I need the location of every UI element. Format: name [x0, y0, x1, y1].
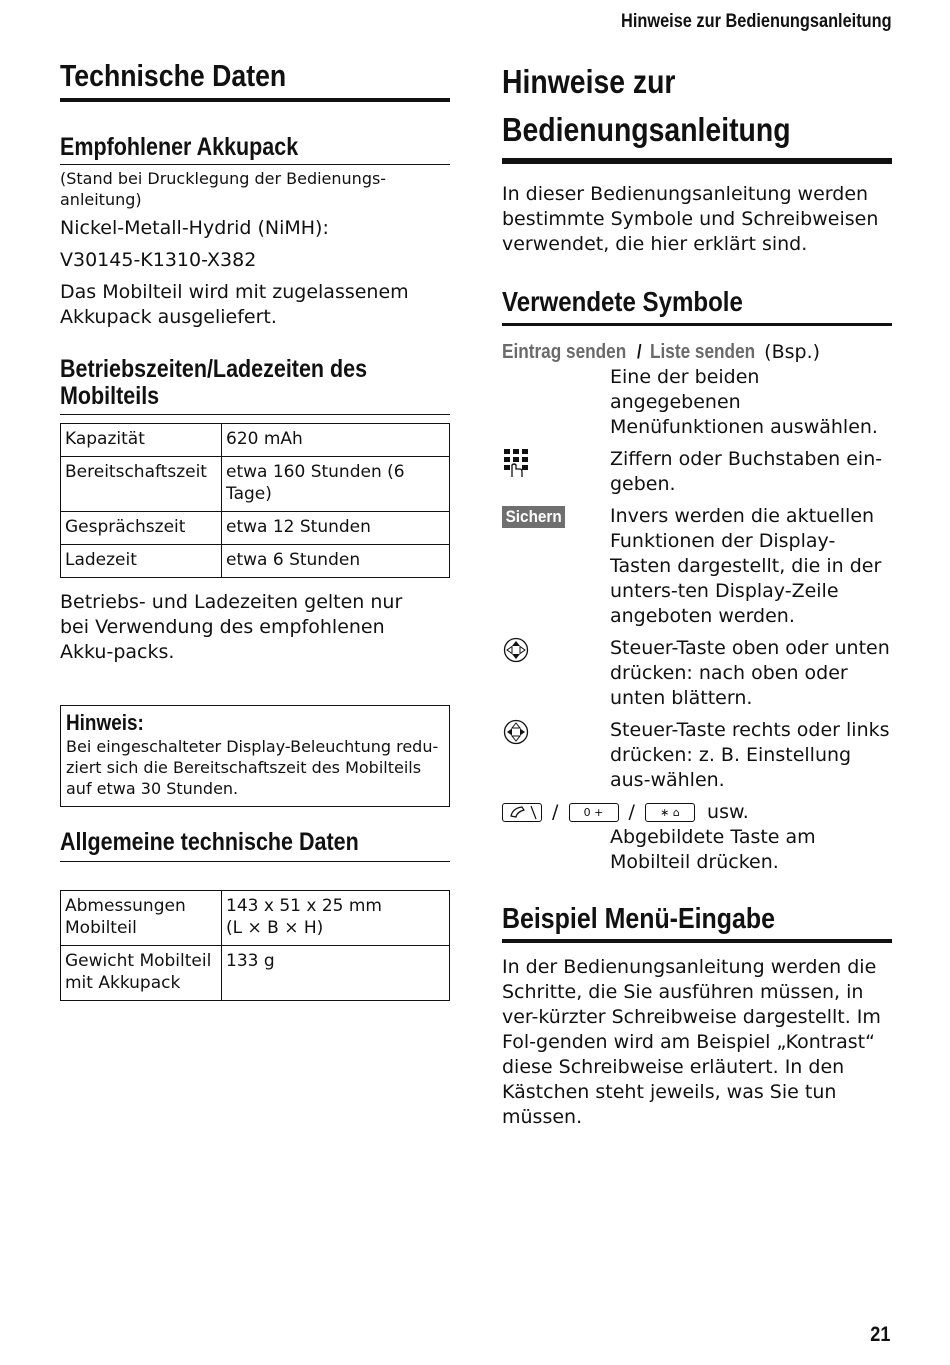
beispiel-text: In der Bedienungsanleitung werden die Schritte, die Sie ausführen müssen, in ver-kürzter Schreibweise dargestellt. Im Fol-genden wird am Beispiel „Kontrast“ diese Schreibweise erläutert. In den Kästchen steht jeweils, was Sie tun müssen.	[502, 956, 881, 1128]
table-key: Ladezeit	[61, 545, 222, 578]
table-key: Gesprächszeit	[61, 512, 222, 545]
table-value: 620 mAh	[222, 424, 450, 457]
subsection-title: Verwendete Symbole	[502, 286, 743, 317]
nav-leftright-row	[502, 718, 892, 793]
main-title-line2: Bedienungsanleitung	[502, 111, 791, 148]
akku-note: (Stand bei Drucklegung der Bedienungs-anleitung)	[60, 169, 387, 209]
page-number	[867, 1322, 890, 1347]
nav-up-down-icon	[502, 636, 530, 668]
betrieb-heading	[60, 356, 450, 415]
left-column	[60, 58, 450, 1001]
keys-separator: /	[552, 801, 559, 823]
right-column	[502, 58, 892, 1130]
star-key: ∗ ⌂	[645, 803, 695, 822]
nav-leftright-text: Steuer-Taste rechts oder links drücken: z. B. Einstellung aus-wählen.	[610, 719, 890, 791]
zero-key: 0 +	[569, 803, 619, 822]
hinweis-box	[60, 705, 450, 807]
table-key-line: Gewicht Mobilteil	[65, 951, 212, 971]
keypad-row	[502, 447, 892, 497]
keys-separator: /	[628, 801, 635, 823]
running-header	[577, 10, 892, 33]
akku-type: Nickel-Metall-Hydrid (NiMH):	[60, 217, 329, 239]
subsection-title: Empfohlener Akkupack	[60, 133, 299, 161]
main-title-line1: Hinweise zur	[502, 63, 676, 100]
technische-daten-heading	[60, 58, 450, 102]
table-key: Bereitschaftszeit	[61, 457, 222, 512]
beispiel-heading	[502, 901, 892, 943]
nav-updown-row	[502, 636, 892, 711]
table-value-line: (L × B × H)	[226, 918, 324, 938]
keys-suffix: usw.	[707, 801, 749, 823]
page-number-text: 21	[869, 1323, 890, 1346]
section-title: Technische Daten	[60, 58, 287, 93]
betrieb-heading-text: Betriebszeiten/Ladezeiten des Mobilteils	[60, 355, 368, 410]
nav-updown-text: Steuer-Taste oben oder unten drücken: nach oben oder unten blättern.	[610, 637, 890, 709]
hinweis-title: Hinweis:	[66, 710, 144, 735]
table-key-line: Abmessungen	[65, 896, 186, 916]
table-key-line: Mobilteil	[65, 918, 137, 938]
menu-separator: /	[636, 342, 642, 363]
table-row	[61, 424, 450, 457]
subsection-title: Allgemeine technische Daten	[60, 828, 359, 856]
keypad-text: Ziffern oder Buchstaben ein-geben.	[610, 448, 883, 495]
table-row	[61, 457, 450, 512]
sichern-softkey	[502, 506, 572, 528]
table-value-line: 133 g	[226, 951, 275, 971]
table-value: etwa 6 Stunden	[222, 545, 450, 578]
table-value: etwa 160 Stunden (6 Tage)	[222, 457, 450, 512]
running-header-text: Hinweise zur Bedienungsanleitung	[621, 11, 892, 32]
menu-example-text: Eine der beiden angegebenen Menüfunktionen auswählen.	[610, 366, 878, 438]
keys-row	[502, 800, 892, 875]
talk-key-icon	[502, 803, 542, 822]
keys-line	[502, 800, 892, 825]
table-row	[61, 545, 450, 578]
akku-delivery: Das Mobilteil wird mit zugelassenem Akkupack ausgeliefert.	[60, 281, 409, 328]
sichern-text: Invers werden die aktuellen Funktionen der Display-Tasten dargestellt, die in der unters-ten Display-Zeile angeboten werden.	[610, 505, 882, 627]
symbole-heading	[502, 285, 892, 326]
table-row	[61, 946, 450, 1001]
table-key: Kapazität	[61, 424, 222, 457]
menu-item-liste-senden: Liste senden	[649, 341, 756, 363]
subsection-title: Beispiel Menü-Eingabe	[502, 903, 776, 935]
menu-item-eintrag-senden: Eintrag senden	[502, 341, 627, 363]
keys-text: Abgebildete Taste am Mobilteil drücken.	[610, 826, 816, 873]
allgemein-table	[60, 890, 450, 1001]
subsection-title	[60, 356, 370, 410]
akku-partno: V30145-K1310-X382	[60, 249, 257, 271]
betrieb-table	[60, 423, 450, 578]
betrieb-after-text: Betriebs- und Ladezeiten gelten nur bei Verwendung des empfohlenen Akku-packs.	[60, 591, 403, 663]
menu-example	[502, 340, 892, 440]
akku-heading	[60, 132, 450, 165]
keypad-icon	[502, 447, 532, 483]
table-row	[61, 512, 450, 545]
menu-example-suffix: (Bsp.)	[764, 341, 821, 363]
table-value	[222, 891, 450, 946]
hinweise-heading	[502, 58, 892, 164]
table-value	[222, 946, 450, 1001]
table-value: etwa 12 Stunden	[222, 512, 450, 545]
sichern-row	[502, 504, 892, 629]
sichern-label: Sichern	[502, 506, 565, 528]
table-value-line: 143 x 51 x 25 mm	[226, 896, 382, 916]
intro-text: In dieser Bedienungsanleitung werden bestimmte Symbole und Schreibweisen verwendet, die hier erklärt sind.	[502, 183, 879, 255]
nav-left-right-icon	[502, 718, 530, 750]
allgemein-heading	[60, 827, 450, 862]
table-row	[61, 891, 450, 946]
hinweis-text: Bei eingeschalteter Display-Beleuchtung redu-ziert sich die Bereitschaftszeit des Mobilteils auf etwa 30 Stunden.	[66, 737, 439, 798]
table-key	[61, 891, 222, 946]
table-key	[61, 946, 222, 1001]
table-key-line: mit Akkupack	[65, 973, 181, 993]
menu-example-line	[502, 340, 892, 365]
